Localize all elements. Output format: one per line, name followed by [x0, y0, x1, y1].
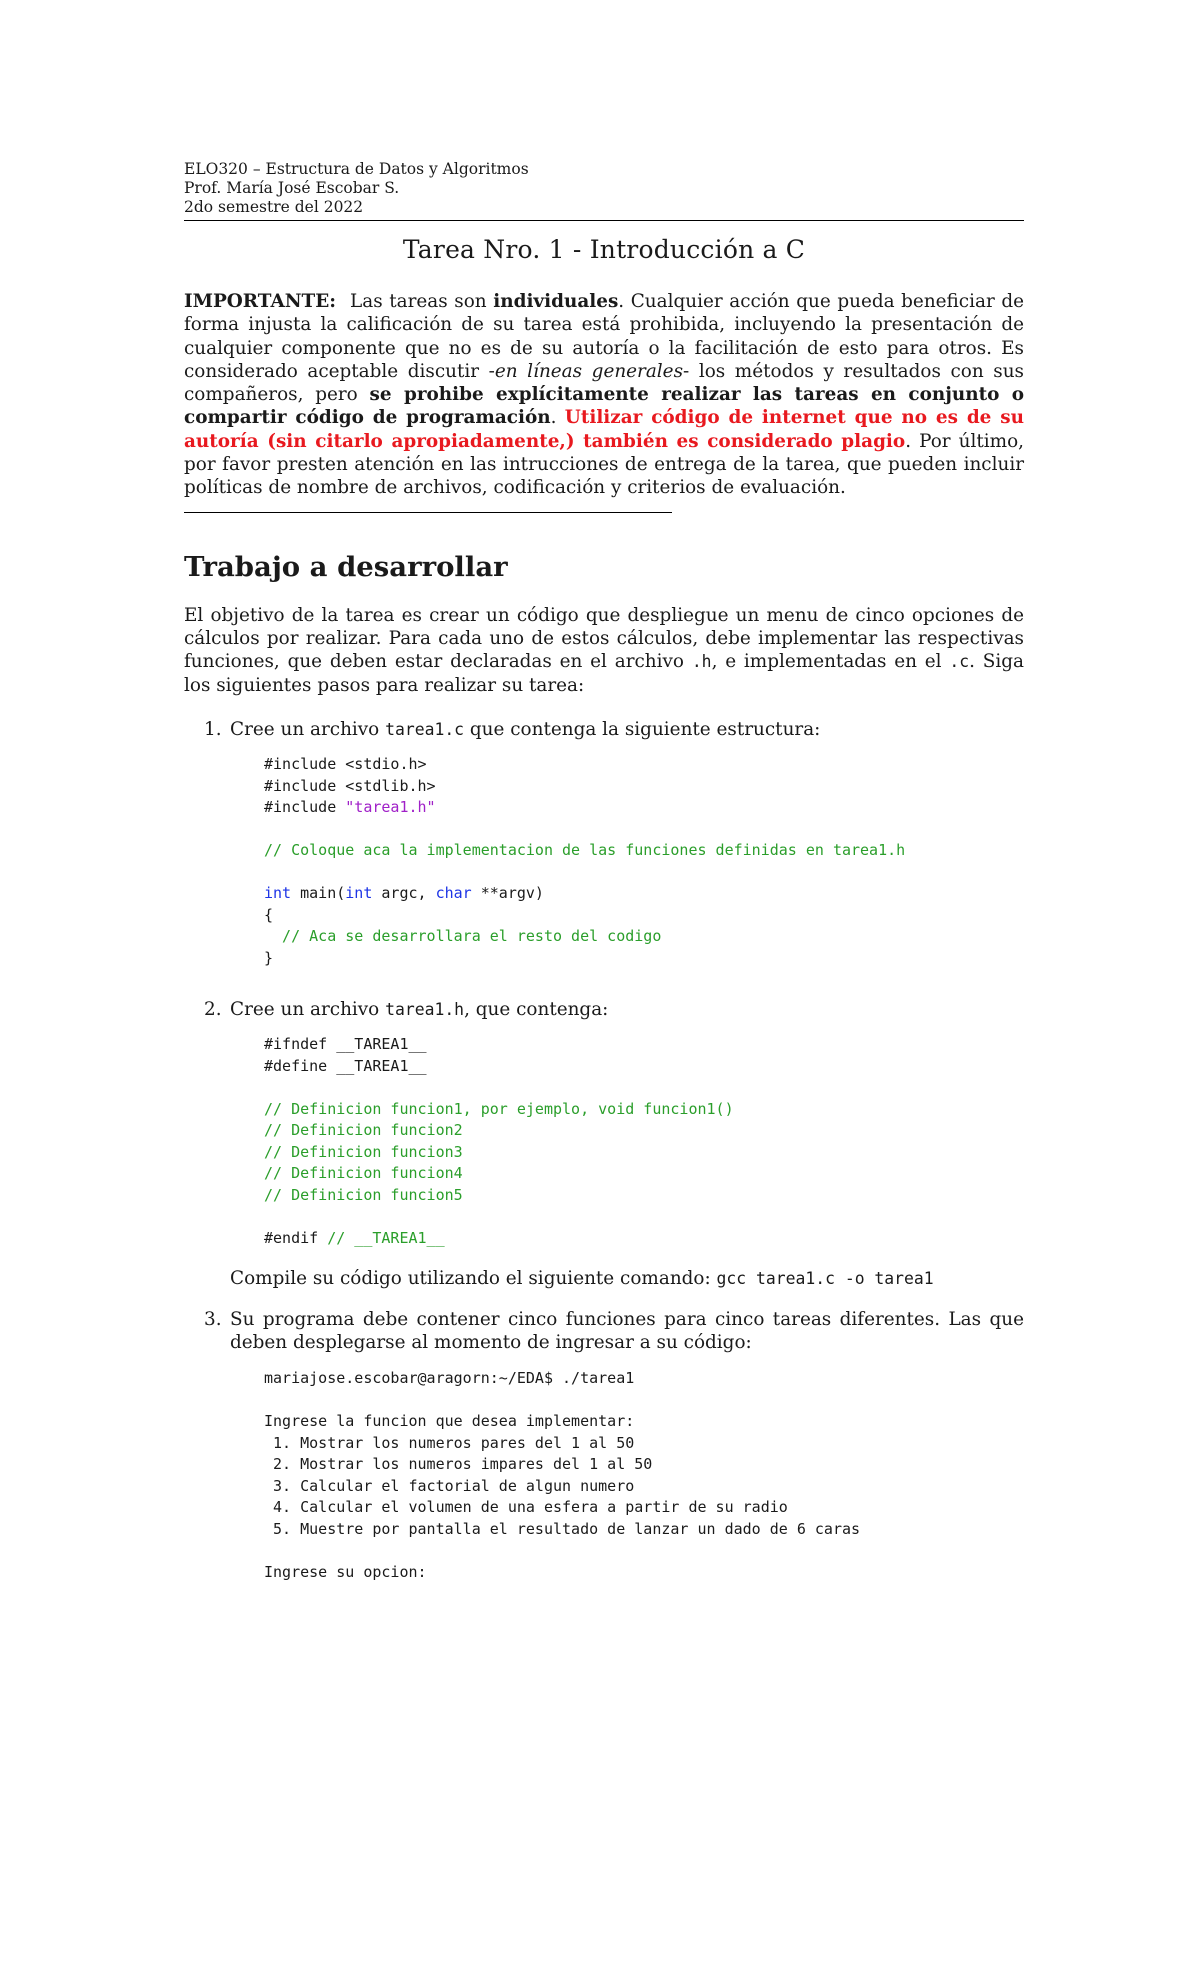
step-1-number: 1. [204, 718, 222, 740]
code-token: main( [291, 884, 346, 903]
section-intro [184, 604, 1024, 697]
code-comment: // __TAREA1__ [318, 1228, 445, 1247]
code-keyword: int [264, 884, 292, 903]
important-label: IMPORTANTE: [184, 291, 337, 312]
code-token: #include [264, 798, 346, 817]
code-line: #include <stdio.h> [264, 755, 427, 774]
code-line: #include <stdlib.h> [264, 776, 436, 795]
step-3-number: 3. [204, 1308, 222, 1330]
header-rule [184, 220, 1024, 221]
code-line [264, 883, 1024, 905]
menu-option: 4. Calcular el volumen de una esfera a partir de su radio [264, 1498, 788, 1517]
code-token: **argv) [471, 884, 544, 903]
important-text-5: . Por último, por favor presten atención en las intrucciones de entrega de la tarea, que pueden incluir políticas de nombre de archivos, codificación y criterios de evaluación. [184, 430, 1024, 499]
menu-option: 3. Calcular el factorial de algun numero [264, 1476, 635, 1495]
menu-header: Ingrese la funcion que desea implementar: [264, 1412, 635, 1431]
code-block-tarea1-h [184, 1034, 1024, 1249]
compile-instruction [184, 1267, 1024, 1290]
code-comment: // Definicion funcion4 [264, 1164, 463, 1183]
code-block-terminal [184, 1368, 1024, 1583]
document-title: Tarea Nro. 1 - Introducción a C [402, 235, 806, 264]
code-line: } [264, 948, 274, 967]
important-text-2: . Cualquier acción que pueda beneficiar de forma injusta la calificación de su tarea está prohibida, incluyendo la presentación de cualquier componente que no es de su autoría o la facilitación de esto para otros. Es considerado aceptable discutir - [184, 291, 1024, 382]
code-comment: // Definicion funcion5 [264, 1185, 463, 1204]
step-3-text: Su programa debe contener cinco funciones para cinco tareas diferentes. Las que deben desplegarse al momento de ingresar a su código: [230, 1308, 1024, 1354]
menu-option: 1. Mostrar los numeros pares del 1 al 50 [264, 1433, 635, 1452]
intro-text-2: , e implementadas en el [711, 651, 950, 673]
step-1-text-a: Cree un archivo [230, 718, 386, 740]
code-keyword: char [435, 884, 472, 903]
intro-text-1: El objetivo de la tarea es crear un código que despliegue un menu de cinco opciones de cálculos por realizar. Para cada uno de estos cálculos, debe implementar las respectivas funciones, que deben estar declaradas en el archivo [184, 604, 1024, 673]
code-line [264, 1228, 1024, 1250]
important-text-1: Las tareas son [350, 291, 494, 312]
important-bold-1: individuales [493, 291, 619, 312]
code-string: "tarea1.h" [345, 798, 436, 817]
important-italic: en líneas generales [494, 360, 684, 382]
code-comment: // Definicion funcion3 [264, 1142, 463, 1161]
code-token: argc, [372, 884, 436, 903]
intro-h-ext: .h [691, 652, 712, 672]
code-comment: // Coloque aca la implementacion de las funciones definidas en tarea1.h [264, 841, 906, 860]
step-3 [184, 1308, 1024, 1355]
intro-c-ext: .c [949, 652, 970, 672]
semester: 2do semestre del 2022 [184, 198, 364, 216]
menu-input-prompt: Ingrese su opcion: [264, 1562, 427, 1581]
code-line: #ifndef __TAREA1__ [264, 1035, 427, 1054]
code-keyword: int [345, 884, 373, 903]
step-2-text-b: , que contenga: [464, 999, 609, 1021]
step-2 [184, 998, 1024, 1021]
step-2-filename: tarea1.h [385, 1000, 465, 1020]
important-text-4: . [550, 407, 565, 429]
compile-command: gcc tarea1.c -o tarea1 [716, 1269, 934, 1289]
header-block [184, 160, 1024, 221]
step-2-number: 2. [204, 999, 222, 1021]
important-bold-2: se prohibe explícitamente realizar las tareas en conjunto o compartir código de programación [184, 384, 1024, 429]
code-comment: // Aca se desarrollara el resto del codigo [264, 927, 662, 946]
course-name: ELO320 – Estructura de Datos y Algoritmos [184, 160, 529, 178]
important-text-3: - los métodos y resultados con sus compañeros, pero [184, 360, 1024, 406]
plagiarism-warning: Utilizar código de internet que no es de su autoría (sin citarlo apropiadamente,) también es considerado plagio [184, 407, 1024, 452]
step-2-text-a: Cree un archivo [230, 999, 386, 1021]
intro-text-3: . Siga los siguientes pasos para realizar su tarea: [184, 651, 1024, 696]
menu-option: 5. Muestre por pantalla el resultado de lanzar un dado de 6 caras [264, 1519, 861, 1538]
important-notice [184, 290, 1024, 500]
code-line: #define __TAREA1__ [264, 1056, 427, 1075]
code-token: #endif [264, 1228, 319, 1247]
notice-rule [184, 512, 672, 513]
compile-text: Compile su código utilizando el siguiente comando: [230, 1268, 717, 1290]
menu-option: 2. Mostrar los numeros impares del 1 al 50 [264, 1455, 653, 1474]
step-1-filename: tarea1.c [385, 719, 465, 739]
document-page [184, 160, 1024, 1583]
code-line [264, 797, 1024, 819]
code-line: { [264, 905, 274, 924]
code-comment: // Definicion funcion2 [264, 1121, 463, 1140]
section-title: Trabajo a desarrollar [184, 550, 508, 583]
terminal-prompt: mariajose.escobar@aragorn:~/EDA$ ./tarea1 [264, 1369, 635, 1388]
code-comment: // Definicion funcion1, por ejemplo, void funcion1() [264, 1099, 734, 1118]
code-block-tarea1-c [184, 754, 1024, 969]
step-1 [184, 718, 1024, 741]
step-1-text-b: que contenga la siguiente estructura: [464, 718, 821, 740]
professor-name: Prof. María José Escobar S. [184, 179, 400, 197]
